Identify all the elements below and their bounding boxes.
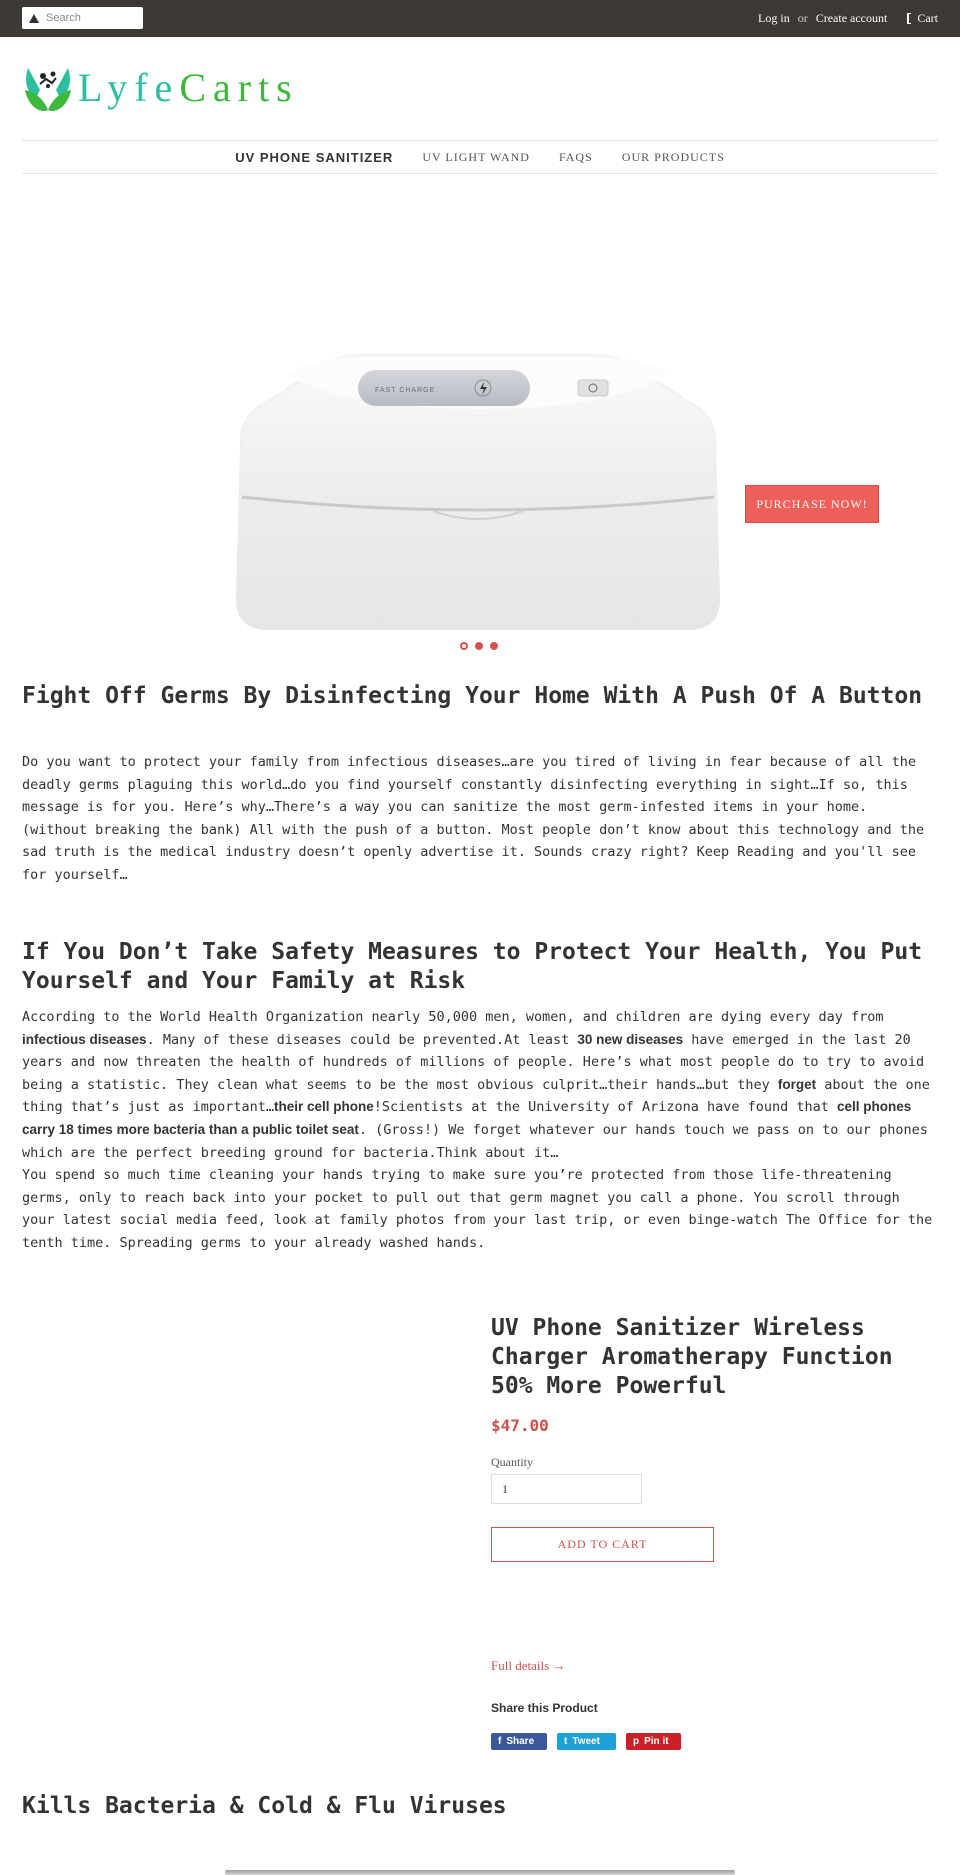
nav-our-products[interactable]: OUR PRODUCTS [621,149,725,164]
slide-dots [460,642,498,650]
share-title: Share this Product [491,1701,598,1715]
text-run: You spend so much time cleaning your hands trying to make sure you’re protected from those life-threatening germs, only to reach back into your pocket to pull out that germ magnet you call a phone. You scroll through your latest social media feed, look at family photos from your last trip, or even binge-watch The Office for the tenth time. Spreading germs to your already washed hands. [22,1167,933,1251]
logo-text [78,64,299,111]
logo-text-carts: Carts [179,65,299,110]
text-run: According to the World Health Organization nearly 50,000 men, women, and children are dying every day from [22,1009,884,1025]
login-link[interactable]: Log in [758,11,790,25]
text-run: . Many of these diseases could be prevented.At least [146,1031,578,1048]
nav-uv-light-wand[interactable]: UV LIGHT WAND [422,149,530,164]
quantity-label: Quantity [491,1455,533,1469]
device-label: FAST CHARGE [375,387,436,394]
leaf-logo-icon [22,60,74,115]
heading-fight-off-germs: Fight Off Germs By Disinfecting Your Home With A Push Of A Button [22,683,923,709]
pinterest-icon: p [633,1736,640,1747]
slide-dot-1[interactable] [460,642,468,650]
main-nav [22,140,938,174]
intro-paragraph: Do you want to protect your family from infectious diseases…are you tired of living in fear because of all the deadly germs plaguing this world…do you find yourself constantly disinfecting everything in sight…If so, this message is for you. Here’s why…There’s a way you can sanitize the most germ-infested items in your home. (without breaking the bank) All with the push of a button. Most people don’t know about this technology and the sad truth is the medical industry doesn’t openly advertise it. Sounds crazy right? Keep Reading and you'll see for yourself… [22,754,925,883]
share-facebook-label: Share [506,1736,535,1747]
quantity-input[interactable] [491,1474,642,1504]
product-price: $47.00 [491,1416,549,1435]
search-icon[interactable] [29,14,39,23]
nav-faqs[interactable]: FAQS [558,149,593,164]
text-run: about the one thing that’s just as important… [22,1076,930,1116]
top-bar [0,0,960,37]
bold-infectious-diseases: infectious diseases [22,1031,147,1047]
cart-link[interactable]: Cart [917,11,938,25]
or-text: or [797,11,808,25]
share-facebook-button[interactable] [491,1733,547,1750]
search-input[interactable] [46,9,140,27]
share-pinterest-label: Pin it [644,1736,669,1747]
bold-30-new-diseases: 30 new diseases [577,1031,684,1047]
site-logo[interactable] [22,60,357,115]
text-run: !Scientists at the University of Arizona have found that [373,1099,838,1116]
section-image-top-edge [225,1870,735,1875]
search-box[interactable] [22,7,143,29]
full-details-link[interactable]: Full details → [491,1658,566,1673]
add-to-cart-button[interactable]: ADD TO CART [491,1527,714,1562]
slide-dot-2[interactable] [475,642,483,650]
slide-dot-3[interactable] [490,642,498,650]
facebook-icon: f [498,1736,502,1747]
hero-slideshow [0,190,960,630]
share-twitter-button[interactable] [557,1733,616,1750]
bold-bacteria-fact: cell phones carry 18 times more bacteria than a public toilet seat [22,1099,912,1137]
text-run: have emerged in the last 20 years and now threaten the health of hundreds of millions of people. Here’s what most people do to try to avoid being a statistic. They clean what seems to be the most obvious culprit…their hands…but they [22,1031,925,1093]
nav-uv-phone-sanitizer[interactable]: UV PHONE SANITIZER [235,149,394,165]
who-paragraph [22,1006,938,1255]
product-title: UV Phone Sanitizer Wireless Charger Aromatherapy Function 50% More Powerful [491,1315,893,1399]
heading-kills-bacteria: Kills Bacteria & Cold & Flu Viruses [22,1793,507,1819]
share-twitter-label: Tweet [572,1736,600,1747]
text-run: . (Gross!) We forget whatever our hands touch we pass on to our phones which are the perfect breeding ground for bacteria.Think about it… [22,1121,928,1161]
create-account-link[interactable]: Create account [815,11,888,25]
bold-forget: forget [777,1076,817,1092]
purchase-now-button[interactable]: PURCHASE NOW! [745,485,879,523]
logo-text-lyfe: Lyfe [78,65,180,110]
twitter-icon: t [564,1736,568,1747]
share-pinterest-button[interactable] [626,1733,681,1750]
bold-their-cell-phone: their cell phone [273,1099,374,1115]
account-links [758,11,938,26]
uv-sanitizer-device-image [228,345,728,630]
cart-icon[interactable] [907,13,911,24]
heading-safety-measures: If You Don’t Take Safety Measures to Protect Your Health, You Put Yourself and Your Family at Risk [22,939,923,994]
